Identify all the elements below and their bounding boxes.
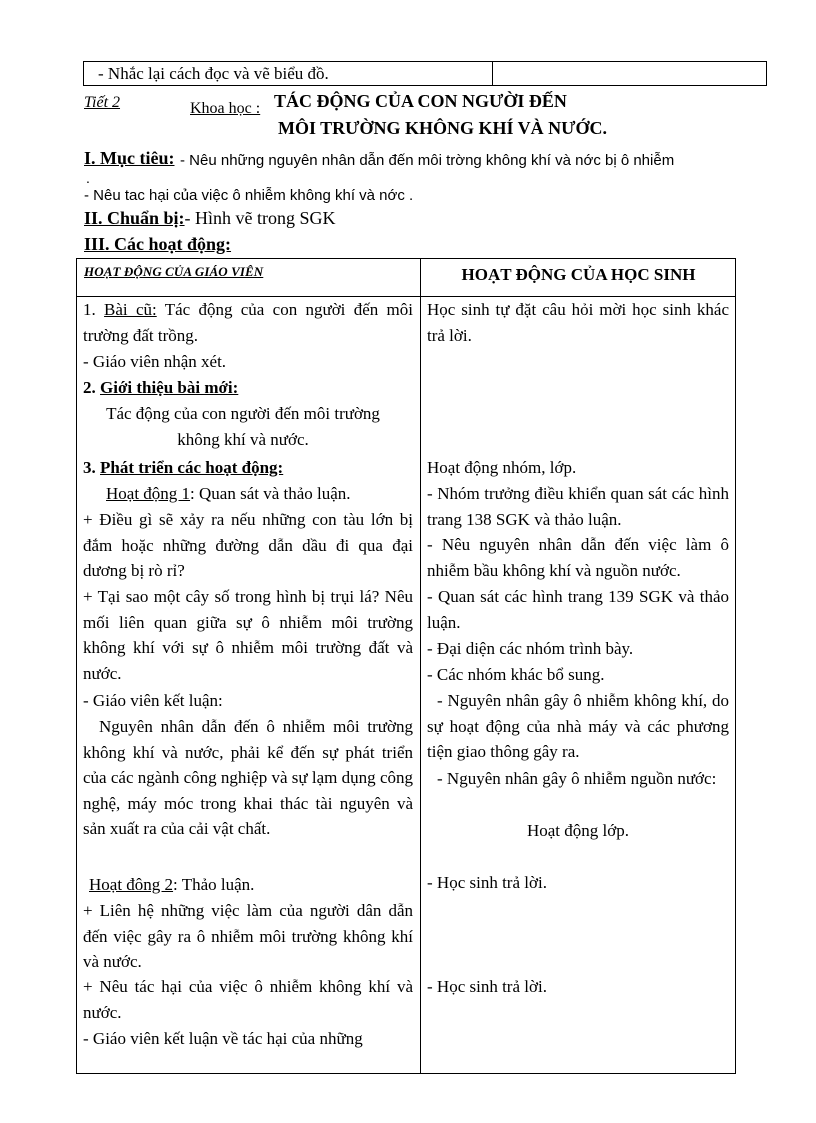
develop-label: Phát triển các hoạt động: xyxy=(100,458,284,477)
objective-dot: . xyxy=(86,170,90,186)
student-item-5: - Đại diện các nhóm trình bày. xyxy=(427,639,634,658)
preparation-heading: II. Chuẩn bị: xyxy=(84,208,185,228)
column-divider xyxy=(420,259,421,1073)
previous-table-row xyxy=(83,61,767,86)
student-item-3: - Nêu nguyên nhân dẫn đến việc làm ô nhiễm bầu không khí và nguồn nước. xyxy=(427,535,729,580)
student-answer-1: Học sinh tự đặt câu hỏi mời học sinh khác trả lời. xyxy=(427,300,729,345)
old-lesson-label: Bài cũ: xyxy=(104,300,157,319)
student-item-4: - Quan sát các hình trang 139 SGK và thảo luận. xyxy=(427,587,729,632)
header-student: HOẠT ĐỘNG CỦA HỌC SINH xyxy=(461,265,696,284)
student-group-label: Hoạt động nhóm, lớp. xyxy=(427,458,577,477)
student-class-label: Hoạt động lớp. xyxy=(526,821,629,840)
teacher-question-1: + Điều gì sẽ xảy ra nếu những con tàu lớn bị đắm hoặc những đường dẫn dầu đi qua đại dương bị rò rỉ? xyxy=(83,510,413,581)
teacher-question-4: + Nêu tác hại của việc ô nhiễm không khí và nước. xyxy=(83,977,413,1022)
new-lesson-label: Giới thiệu bài mới: xyxy=(100,378,239,397)
activity-2-label: Hoạt đông 2 xyxy=(89,875,174,894)
student-item-2: - Nhóm trưởng điều khiển quan sát các hình trang 138 SGK và thảo luận. xyxy=(427,484,729,529)
lesson-title-line1: TÁC ĐỘNG CỦA CON NGƯỜI ĐẾN xyxy=(274,91,567,111)
new-lesson-line1: Tác động của con người đến môi trường xyxy=(106,404,380,423)
teacher-question-3: + Liên hệ những việc làm của người dân dẫn đến việc gây ra ô nhiễm môi trường không khí và nước. xyxy=(83,901,413,972)
student-item-9: - Học sinh trả lời. xyxy=(427,873,547,892)
student-item-8: - Nguyên nhân gây ô nhiễm nguồn nước: xyxy=(437,769,717,788)
preparation-section xyxy=(84,208,336,229)
student-item-10: - Học sinh trả lời. xyxy=(427,977,547,996)
preparation-text: - Hình vẽ trong SGK xyxy=(184,208,336,228)
teacher-comment: - Giáo viên nhận xét. xyxy=(83,352,227,371)
activities-heading: III. Các hoạt động: xyxy=(84,234,232,254)
teacher-question-2: + Tại sao một cây số trong hình bị trụi lá? Nêu mối liên quan giữa sự ô nhiễm môi trường không khí với sự ô nhiễm môi trường đất và nước. xyxy=(83,587,413,683)
student-item-7: - Nguyên nhân gây ô nhiễm không khí, do sự hoạt động của nhà máy và các phương tiện giao thông gây ra. xyxy=(427,691,729,762)
activities-table xyxy=(76,258,736,1074)
activity-2: Hoạt đông 2: Thảo luận. xyxy=(89,875,255,894)
teacher-conclusion-text: Nguyên nhân dẫn đến ô nhiễm môi trường không khí và nước, phải kể đến sự phát triển của các ngành công nghiệp và sự lạm dụng công nghệ, máy móc trong khai thác tài nguyên và sản xuất ra của cải vật chất. xyxy=(83,717,413,839)
objective-item-1: - Nêu những nguyên nhân dẫn đến môi trờng không khí và nớc bị ô nhiễm xyxy=(180,152,675,169)
table-divider xyxy=(492,62,493,85)
new-lesson-line2: không khí và nước. xyxy=(177,430,309,449)
objectives-heading: I. Mục tiêu: xyxy=(84,148,175,168)
teacher-conclusion-2: - Giáo viên kết luận về tác hại của những xyxy=(83,1029,363,1048)
activity-1: Hoạt động 1: Quan sát và thảo luận. xyxy=(106,484,351,503)
lesson-period: Tiết 2 xyxy=(84,94,121,111)
header-teacher: HOẠT ĐỘNG CỦA GIÁO VIÊN xyxy=(84,264,264,279)
student-item-6: - Các nhóm khác bổ sung. xyxy=(427,665,605,684)
previous-row-text: - Nhắc lại cách đọc và vẽ biểu đồ. xyxy=(98,64,329,83)
objective-item-2: - Nêu tac hại của việc ô nhiễm không khí và nớc . xyxy=(84,187,414,204)
teacher-develop: 3. Phát triển các hoạt động: xyxy=(83,458,284,477)
teacher-new-lesson: 2. Giới thiệu bài mới: xyxy=(83,378,239,397)
activity-1-label: Hoạt động 1 xyxy=(106,484,191,503)
lesson-title-line2: MÔI TRƯỜNG KHÔNG KHÍ VÀ NƯỚC. xyxy=(278,118,608,138)
lesson-subject: Khoa học : xyxy=(190,100,261,117)
teacher-old-lesson: 1. Bài cũ: Tác động của con người đến môi trường đất trồng. xyxy=(83,300,413,345)
teacher-conclusion-label: - Giáo viên kết luận: xyxy=(83,691,223,710)
